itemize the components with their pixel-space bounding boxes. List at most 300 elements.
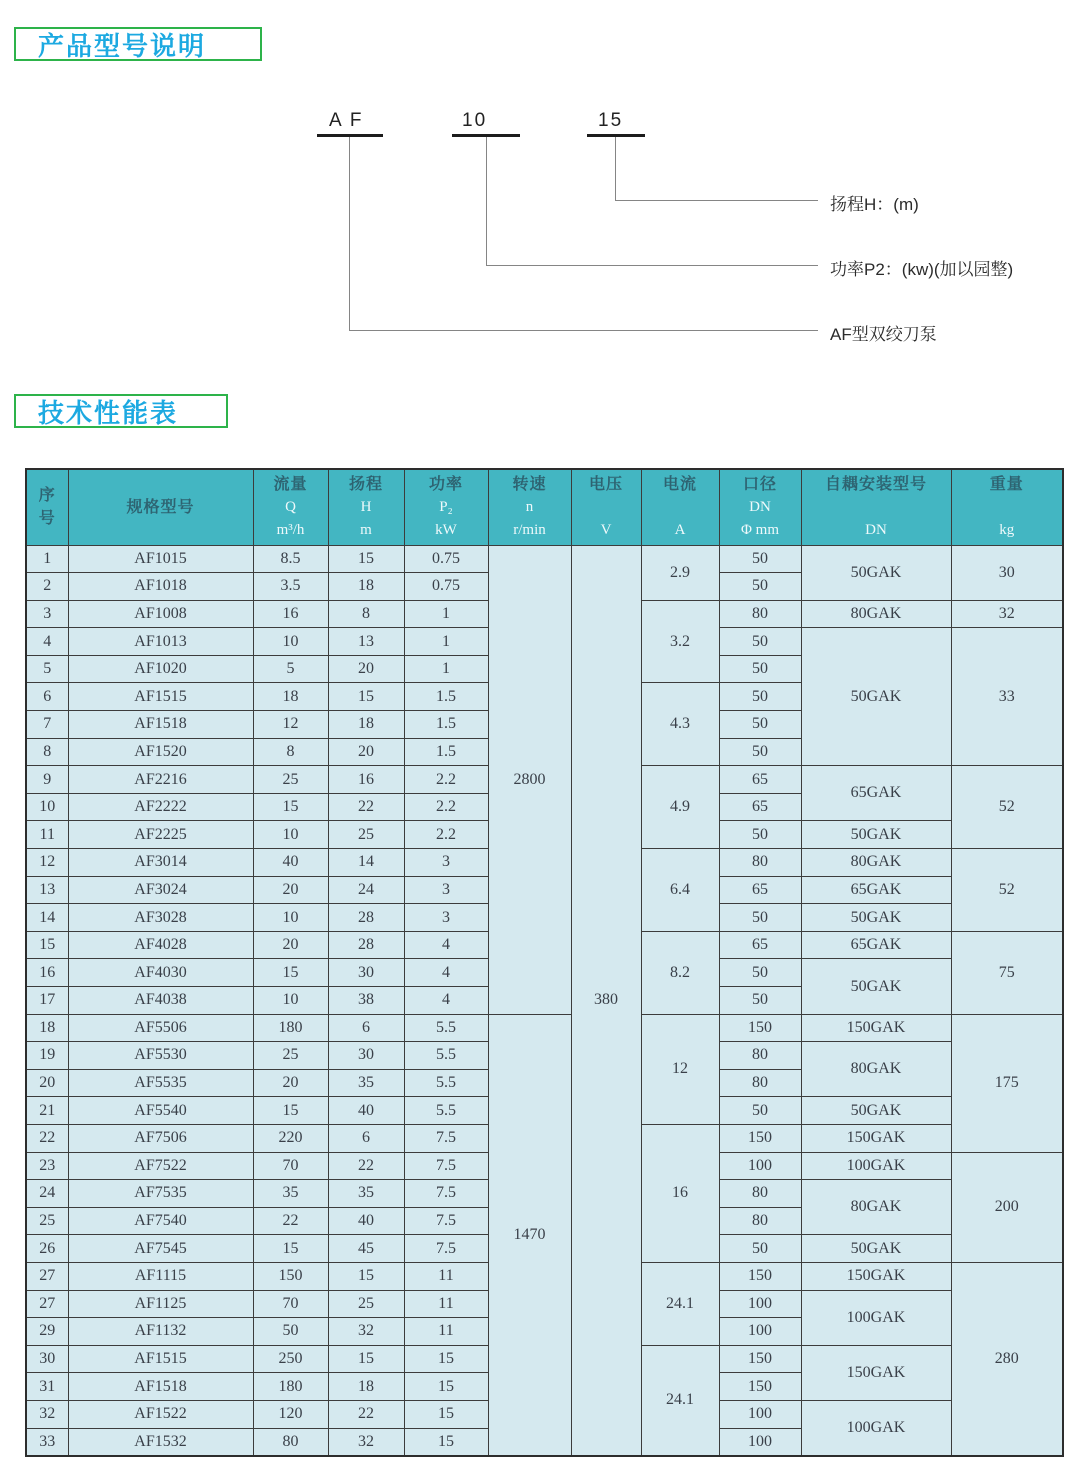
- table-cell: 50: [719, 738, 801, 766]
- table-header-line: 转速: [512, 475, 547, 493]
- table-cell: 5: [26, 655, 68, 683]
- table-cell: 15: [253, 1097, 328, 1125]
- table-cell: 4: [404, 959, 488, 987]
- code-part-10: 10: [462, 110, 488, 131]
- table-header-line: 重量: [989, 475, 1024, 493]
- table-cell: 18: [328, 573, 404, 601]
- table-cell: 35: [328, 1180, 404, 1208]
- table-cell: 150: [719, 1345, 801, 1373]
- table-header-line: P₂: [439, 498, 453, 515]
- table-cell: 100: [719, 1400, 801, 1428]
- table-cell: 14: [26, 904, 68, 932]
- table-cell: 150: [719, 1124, 801, 1152]
- table-cell: AF1008: [68, 600, 253, 628]
- section-title-product-model: [14, 27, 262, 61]
- table-cell: 50GAK: [801, 904, 951, 932]
- table-cell: AF1515: [68, 1345, 253, 1373]
- table-cell: 10: [253, 904, 328, 932]
- diagram-label-head: 扬程H：(m): [830, 195, 919, 214]
- table-header-line: 号: [38, 510, 56, 528]
- table-cell: 80: [719, 600, 801, 628]
- table-cell: 70: [253, 1290, 328, 1318]
- table-cell: 100: [719, 1428, 801, 1456]
- table-header-line: [572, 496, 641, 519]
- table-cell: 50: [719, 655, 801, 683]
- table-cell: 15: [404, 1373, 488, 1401]
- table-cell: 150GAK: [801, 1262, 951, 1290]
- table-cell: 80: [719, 1207, 801, 1235]
- table-cell: 20: [253, 931, 328, 959]
- table-cell: 5: [253, 655, 328, 683]
- table-cell: 65: [719, 876, 801, 904]
- table-cell: AF1520: [68, 738, 253, 766]
- table-header-line: kW: [435, 521, 457, 538]
- table-cell: AF1015: [68, 545, 253, 573]
- table-header-cell: [641, 469, 719, 545]
- table-cell: 15: [253, 793, 328, 821]
- table-header-cell: [801, 469, 951, 545]
- table-cell: 50: [719, 683, 801, 711]
- code-underline: [587, 134, 645, 137]
- table-header-cell: [951, 469, 1063, 545]
- table-cell: 15: [404, 1345, 488, 1373]
- table-cell: AF7522: [68, 1152, 253, 1180]
- table-cell: 5.5: [404, 1069, 488, 1097]
- table-cell: 26: [26, 1235, 68, 1263]
- table-cell: 52: [951, 849, 1063, 932]
- table-cell: 50: [719, 821, 801, 849]
- table-cell: 280: [951, 1262, 1063, 1455]
- table-cell: AF1518: [68, 1373, 253, 1401]
- table-cell: AF1020: [68, 655, 253, 683]
- table-cell: 11: [26, 821, 68, 849]
- table-cell: 180: [253, 1373, 328, 1401]
- table-cell: 50: [719, 711, 801, 739]
- table-cell: 50: [719, 1235, 801, 1263]
- table-header-line: 功率: [428, 475, 463, 493]
- table-cell: 150GAK: [801, 1014, 951, 1042]
- table-header-line: 流量: [273, 475, 308, 493]
- section-title-text: 产品型号说明: [38, 30, 207, 61]
- table-cell: 80: [719, 1042, 801, 1070]
- diagram-connector-line: [349, 330, 818, 331]
- table-cell: 100GAK: [801, 1400, 951, 1455]
- table-cell: 1: [404, 600, 488, 628]
- table-cell: AF7535: [68, 1180, 253, 1208]
- table-cell: 150GAK: [801, 1124, 951, 1152]
- table-header-line: DN: [865, 521, 887, 538]
- table-cell: 38: [328, 987, 404, 1015]
- table-cell: 45: [328, 1235, 404, 1263]
- table-cell: 5.5: [404, 1042, 488, 1070]
- table-cell: 6: [328, 1124, 404, 1152]
- table-cell: 2.2: [404, 766, 488, 794]
- table-cell: 65GAK: [801, 766, 951, 821]
- table-cell: 80GAK: [801, 849, 951, 877]
- table-cell: 50GAK: [801, 1235, 951, 1263]
- diagram-label-pump: AF型双绞刀泵: [830, 325, 937, 344]
- table-cell: 2.2: [404, 821, 488, 849]
- table-cell: 10: [253, 987, 328, 1015]
- table-cell: 35: [253, 1180, 328, 1208]
- table-header-line: 自耦安装型号: [824, 475, 927, 493]
- table-cell: 65: [719, 931, 801, 959]
- table-cell: 50GAK: [801, 959, 951, 1014]
- table-header-line: 规格型号: [126, 498, 195, 516]
- table-cell: AF4030: [68, 959, 253, 987]
- table-cell: 50GAK: [801, 545, 951, 600]
- table-cell: 12: [253, 711, 328, 739]
- table-header-line: m³/h: [276, 521, 305, 538]
- table-cell: 24: [328, 876, 404, 904]
- table-cell: 65GAK: [801, 931, 951, 959]
- diagram-connector-line: [486, 265, 818, 266]
- table-header-cell: [719, 469, 801, 545]
- table-cell: AF1013: [68, 628, 253, 656]
- table-cell: 25: [328, 821, 404, 849]
- table-cell: 4.3: [641, 683, 719, 766]
- table-cell: 50: [719, 573, 801, 601]
- table-header-line: 序: [38, 487, 56, 505]
- table-cell: AF1532: [68, 1428, 253, 1456]
- table-header-cell: [68, 469, 253, 545]
- table-cell: 4: [404, 987, 488, 1015]
- table-row: [26, 545, 1063, 573]
- table-header-line: [802, 496, 951, 519]
- table-cell: 7.5: [404, 1235, 488, 1263]
- diagram-connector-line: [486, 137, 487, 265]
- table-cell: 150: [719, 1373, 801, 1401]
- table-cell: 8: [253, 738, 328, 766]
- table-cell: 6: [328, 1014, 404, 1042]
- table-cell: 80: [719, 1180, 801, 1208]
- table-cell: 16: [641, 1124, 719, 1262]
- table-cell: 50: [719, 987, 801, 1015]
- table-header-line: 电流: [662, 475, 697, 493]
- table-cell: 3: [26, 600, 68, 628]
- table-cell: 10: [26, 793, 68, 821]
- table-cell: 7.5: [404, 1124, 488, 1152]
- table-cell: 24.1: [641, 1262, 719, 1345]
- table-cell: 40: [328, 1207, 404, 1235]
- table-header-line: A: [674, 521, 686, 538]
- table-cell: AF1518: [68, 711, 253, 739]
- table-cell: 3: [404, 904, 488, 932]
- table-cell: 0.75: [404, 573, 488, 601]
- table-cell: AF5535: [68, 1069, 253, 1097]
- table-cell: 33: [951, 628, 1063, 766]
- table-cell: 3.2: [641, 600, 719, 683]
- table-cell: 0.75: [404, 545, 488, 573]
- table-cell: 52: [951, 766, 1063, 849]
- table-cell: 250: [253, 1345, 328, 1373]
- table-cell: 15: [404, 1428, 488, 1456]
- table-cell: 50: [719, 904, 801, 932]
- table-cell: 28: [328, 904, 404, 932]
- table-cell: 2800: [488, 545, 571, 1014]
- table-header-line: kg: [999, 521, 1015, 538]
- table-cell: 50GAK: [801, 821, 951, 849]
- table-cell: 75: [951, 931, 1063, 1014]
- table-cell: 100: [719, 1318, 801, 1346]
- table-cell: 22: [328, 1400, 404, 1428]
- table-cell: 12: [26, 849, 68, 877]
- table-cell: 50GAK: [801, 1097, 951, 1125]
- table-cell: 16: [253, 600, 328, 628]
- table-header-line: 电压: [588, 475, 623, 493]
- section-title-performance: [14, 394, 228, 428]
- table-cell: 13: [328, 628, 404, 656]
- table-cell: 9: [26, 766, 68, 794]
- table-cell: 25: [253, 766, 328, 794]
- table-cell: 80: [719, 1069, 801, 1097]
- table-cell: 3.5: [253, 573, 328, 601]
- table-cell: 22: [328, 1152, 404, 1180]
- table-cell: 25: [26, 1207, 68, 1235]
- table-cell: 28: [328, 931, 404, 959]
- table-header-line: [642, 496, 719, 519]
- table-cell: AF1125: [68, 1290, 253, 1318]
- table-cell: 32: [951, 600, 1063, 628]
- table-cell: 150: [253, 1262, 328, 1290]
- table-row: [26, 1014, 1063, 1042]
- table-cell: AF1132: [68, 1318, 253, 1346]
- table-header-cell: [253, 469, 328, 545]
- table-cell: 100GAK: [801, 1290, 951, 1345]
- table-cell: 3: [404, 876, 488, 904]
- table-cell: 50GAK: [801, 628, 951, 766]
- spec-table: [25, 468, 1064, 1457]
- table-cell: 11: [404, 1290, 488, 1318]
- table-cell: AF1018: [68, 573, 253, 601]
- table-cell: AF2216: [68, 766, 253, 794]
- table-cell: 6.4: [641, 849, 719, 932]
- table-cell: 25: [253, 1042, 328, 1070]
- table-cell: 50: [719, 545, 801, 573]
- table-cell: 13: [26, 876, 68, 904]
- table-cell: 50: [719, 1097, 801, 1125]
- table-cell: 20: [26, 1069, 68, 1097]
- table-cell: 380: [571, 545, 641, 1456]
- table-cell: 16: [26, 959, 68, 987]
- table-header-line: DN: [749, 498, 771, 515]
- table-header-line: Q: [285, 498, 296, 515]
- table-cell: 80GAK: [801, 1180, 951, 1235]
- table-header-cell: [26, 469, 68, 545]
- table-cell: 65: [719, 793, 801, 821]
- table-cell: 40: [328, 1097, 404, 1125]
- code-part-af: A F: [329, 110, 364, 131]
- table-cell: 80: [719, 849, 801, 877]
- table-cell: 14: [328, 849, 404, 877]
- table-cell: 8: [26, 738, 68, 766]
- table-cell: 18: [253, 683, 328, 711]
- table-cell: 6: [26, 683, 68, 711]
- table-header-line: 扬程: [348, 475, 383, 493]
- table-cell: 2.2: [404, 793, 488, 821]
- table-cell: 17: [26, 987, 68, 1015]
- table-header-cell: [488, 469, 571, 545]
- table-cell: 20: [328, 655, 404, 683]
- table-cell: 32: [328, 1318, 404, 1346]
- table-cell: 80GAK: [801, 1042, 951, 1097]
- table-cell: AF7540: [68, 1207, 253, 1235]
- table-cell: 7: [26, 711, 68, 739]
- code-part-15: 15: [598, 110, 624, 131]
- table-cell: AF2222: [68, 793, 253, 821]
- table-cell: 15: [404, 1400, 488, 1428]
- table-cell: AF4038: [68, 987, 253, 1015]
- table-header-cell: [404, 469, 488, 545]
- table-cell: 33: [26, 1428, 68, 1456]
- table-cell: 65GAK: [801, 876, 951, 904]
- diagram-label-power: 功率P2：(kw)(加以园整): [830, 260, 1014, 279]
- table-cell: AF3014: [68, 849, 253, 877]
- table-cell: AF5540: [68, 1097, 253, 1125]
- table-cell: 1.5: [404, 683, 488, 711]
- table-header-line: r/min: [513, 521, 546, 538]
- table-cell: 23: [26, 1152, 68, 1180]
- table-cell: 16: [328, 766, 404, 794]
- table-cell: 27: [26, 1262, 68, 1290]
- table-cell: 120: [253, 1400, 328, 1428]
- table-cell: 15: [253, 959, 328, 987]
- table-cell: 1: [26, 545, 68, 573]
- diagram-connector-line: [615, 137, 616, 200]
- table-cell: 29: [26, 1318, 68, 1346]
- table-cell: AF2225: [68, 821, 253, 849]
- table-cell: 1: [404, 655, 488, 683]
- table-cell: 18: [26, 1014, 68, 1042]
- diagram-connector-line: [615, 200, 818, 201]
- table-cell: 4.9: [641, 766, 719, 849]
- table-cell: 15: [328, 545, 404, 573]
- table-cell: AF1115: [68, 1262, 253, 1290]
- table-cell: 31: [26, 1373, 68, 1401]
- table-cell: 175: [951, 1014, 1063, 1152]
- table-cell: 22: [328, 793, 404, 821]
- table-cell: 180: [253, 1014, 328, 1042]
- table-cell: 24: [26, 1180, 68, 1208]
- table-cell: 18: [328, 711, 404, 739]
- table-cell: AF1522: [68, 1400, 253, 1428]
- table-cell: 8: [328, 600, 404, 628]
- table-header-line: H: [360, 498, 372, 515]
- table-cell: AF5506: [68, 1014, 253, 1042]
- table-cell: 10: [253, 821, 328, 849]
- table-cell: 7.5: [404, 1152, 488, 1180]
- table-cell: 15: [328, 683, 404, 711]
- table-cell: 150: [719, 1262, 801, 1290]
- table-cell: 15: [328, 1262, 404, 1290]
- table-cell: AF5530: [68, 1042, 253, 1070]
- table-cell: 22: [253, 1207, 328, 1235]
- table-cell: 18: [328, 1373, 404, 1401]
- table-cell: 70: [253, 1152, 328, 1180]
- diagram-connector-line: [349, 137, 350, 330]
- table-cell: 20: [328, 738, 404, 766]
- table-cell: 50: [719, 959, 801, 987]
- table-header-line: V: [600, 521, 612, 538]
- table-cell: 100: [719, 1152, 801, 1180]
- table-cell: 27: [26, 1290, 68, 1318]
- table-cell: 30: [328, 1042, 404, 1070]
- table-header-line: [952, 496, 1063, 519]
- table-cell: 65: [719, 766, 801, 794]
- table-cell: 200: [951, 1152, 1063, 1262]
- table-cell: 19: [26, 1042, 68, 1070]
- table-cell: 50: [253, 1318, 328, 1346]
- table-header-line: m: [360, 521, 372, 538]
- table-cell: AF4028: [68, 931, 253, 959]
- table-cell: 21: [26, 1097, 68, 1125]
- table-cell: 1: [404, 628, 488, 656]
- table-cell: 24.1: [641, 1345, 719, 1455]
- table-cell: 22: [26, 1124, 68, 1152]
- table-cell: 2: [26, 573, 68, 601]
- table-cell: 20: [253, 1069, 328, 1097]
- table-cell: 15: [253, 1235, 328, 1263]
- table-cell: 10: [253, 628, 328, 656]
- table-cell: 20: [253, 876, 328, 904]
- table-header-line: Φ mm: [740, 521, 780, 538]
- table-cell: 15: [26, 931, 68, 959]
- table-header-cell: [328, 469, 404, 545]
- table-cell: 30: [26, 1345, 68, 1373]
- table-cell: 8.5: [253, 545, 328, 573]
- table-cell: 1.5: [404, 711, 488, 739]
- table-cell: 15: [328, 1345, 404, 1373]
- table-cell: 32: [26, 1400, 68, 1428]
- table-cell: 2.9: [641, 545, 719, 600]
- table-cell: 150: [719, 1014, 801, 1042]
- table-cell: 32: [328, 1428, 404, 1456]
- table-cell: 7.5: [404, 1180, 488, 1208]
- table-cell: 11: [404, 1318, 488, 1346]
- table-cell: 5.5: [404, 1097, 488, 1125]
- table-cell: AF7506: [68, 1124, 253, 1152]
- table-cell: 80: [253, 1428, 328, 1456]
- table-cell: 25: [328, 1290, 404, 1318]
- table-cell: 11: [404, 1262, 488, 1290]
- table-cell: 7.5: [404, 1207, 488, 1235]
- table-cell: AF3028: [68, 904, 253, 932]
- table-header-line: 口径: [742, 475, 777, 493]
- table-cell: AF7545: [68, 1235, 253, 1263]
- table-cell: 150GAK: [801, 1345, 951, 1400]
- code-underline: [317, 134, 383, 137]
- table-cell: 220: [253, 1124, 328, 1152]
- table-cell: 50: [719, 628, 801, 656]
- table-cell: 8.2: [641, 931, 719, 1014]
- table-header-cell: [571, 469, 641, 545]
- table-cell: 30: [951, 545, 1063, 600]
- table-cell: 100GAK: [801, 1152, 951, 1180]
- table-cell: 80GAK: [801, 600, 951, 628]
- table-cell: 30: [328, 959, 404, 987]
- table-cell: AF3024: [68, 876, 253, 904]
- table-cell: 4: [26, 628, 68, 656]
- table-cell: 1470: [488, 1014, 571, 1456]
- table-cell: 12: [641, 1014, 719, 1124]
- table-header-line: n: [525, 498, 534, 515]
- table-cell: 4: [404, 931, 488, 959]
- table-cell: 3: [404, 849, 488, 877]
- table-cell: 5.5: [404, 1014, 488, 1042]
- table-cell: AF1515: [68, 683, 253, 711]
- table-cell: 100: [719, 1290, 801, 1318]
- table-cell: 40: [253, 849, 328, 877]
